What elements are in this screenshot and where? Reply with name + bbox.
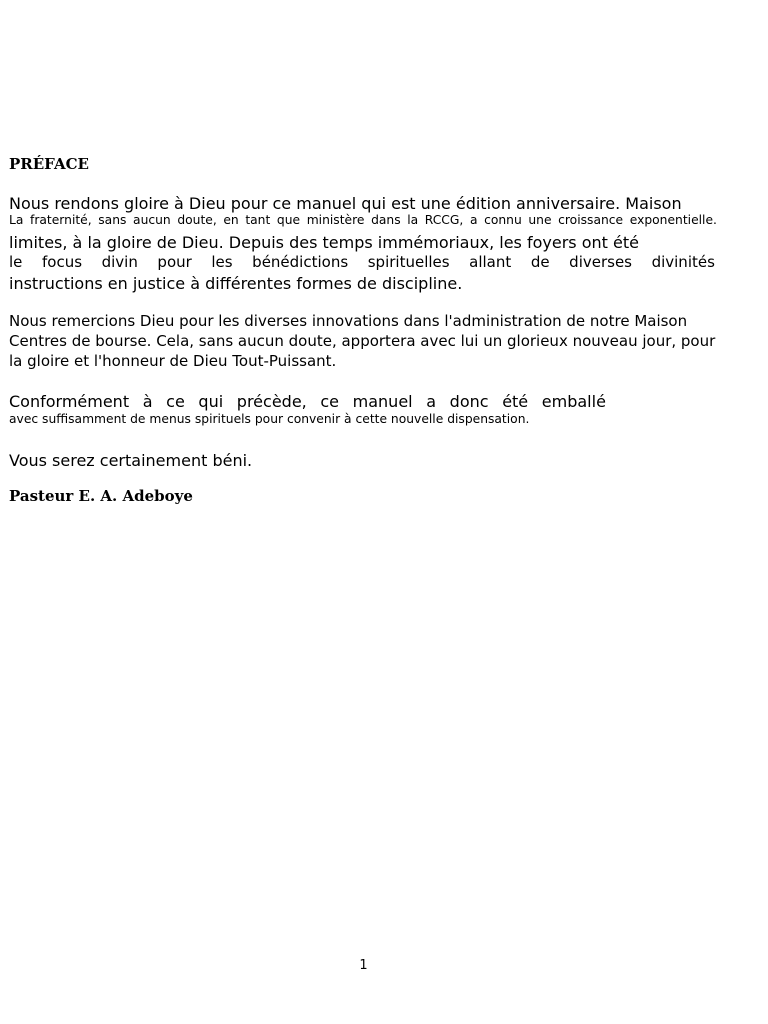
word: manuel [352, 392, 413, 411]
word: spirituelles [367, 253, 450, 271]
word: donc [449, 392, 489, 411]
word: a [469, 213, 478, 227]
word: que [276, 213, 301, 227]
paragraph1-line4 [9, 255, 715, 270]
paragraph3-line1 [9, 394, 606, 410]
paragraph1-line2 [9, 214, 717, 226]
word: ce [166, 392, 185, 411]
word: connu [484, 213, 522, 227]
word: une [528, 213, 552, 227]
preface-heading: PRÉFACE [9, 155, 89, 173]
word: aucun [133, 213, 171, 227]
word: pour [157, 253, 192, 271]
word: été [502, 392, 529, 411]
word: bénédictions [252, 253, 349, 271]
word: allant [469, 253, 512, 271]
word: dans [371, 213, 401, 227]
word: focus [41, 253, 83, 271]
blessing-line: Vous serez certainement béni. [9, 451, 253, 470]
paragraph1-line1: Nous rendons gloire à Dieu pour ce manuel qui est une édition anniversaire. Maison [9, 194, 682, 213]
word: diverses [569, 253, 632, 271]
page-number: 1 [359, 958, 368, 973]
word: fraternité, [30, 213, 92, 227]
word: divinités [651, 253, 715, 271]
word: a [426, 392, 437, 411]
word: croissance [558, 213, 624, 227]
word: sans [98, 213, 127, 227]
word: RCCG, [424, 213, 464, 227]
word: exponentielle. [629, 213, 717, 227]
paragraph1-line5: instructions en justice à différentes formes de discipline. [9, 274, 463, 293]
word: Conformément [9, 392, 130, 411]
paragraph2-line3: la gloire et l'honneur de Dieu Tout-Puissant. [9, 352, 337, 370]
paragraph2-line2: Centres de bourse. Cela, sans aucun doute, apportera avec lui un glorieux nouveau jour, pour [9, 332, 716, 350]
word: de [530, 253, 550, 271]
word: doute, [177, 213, 217, 227]
word: le [9, 253, 23, 271]
paragraph1-line3: limites, à la gloire de Dieu. Depuis des temps immémoriaux, les foyers ont été [9, 233, 639, 252]
word: divin [101, 253, 138, 271]
word: ce [320, 392, 340, 411]
word: ministère [306, 213, 365, 227]
word: la [407, 213, 419, 227]
word: emballé [541, 392, 606, 411]
word: La [9, 213, 24, 227]
word: précède, [236, 392, 307, 411]
word: tant [245, 213, 271, 227]
word: qui [198, 392, 224, 411]
word: les [211, 253, 233, 271]
word: à [142, 392, 153, 411]
signature: Pasteur E. A. Adeboye [9, 487, 193, 505]
word: en [223, 213, 239, 227]
paragraph2-line1: Nous remercions Dieu pour les diverses innovations dans l'administration de notre Maison [9, 312, 688, 330]
paragraph3-line2: avec suffisamment de menus spirituels pour convenir à cette nouvelle dispensation. [9, 412, 530, 426]
